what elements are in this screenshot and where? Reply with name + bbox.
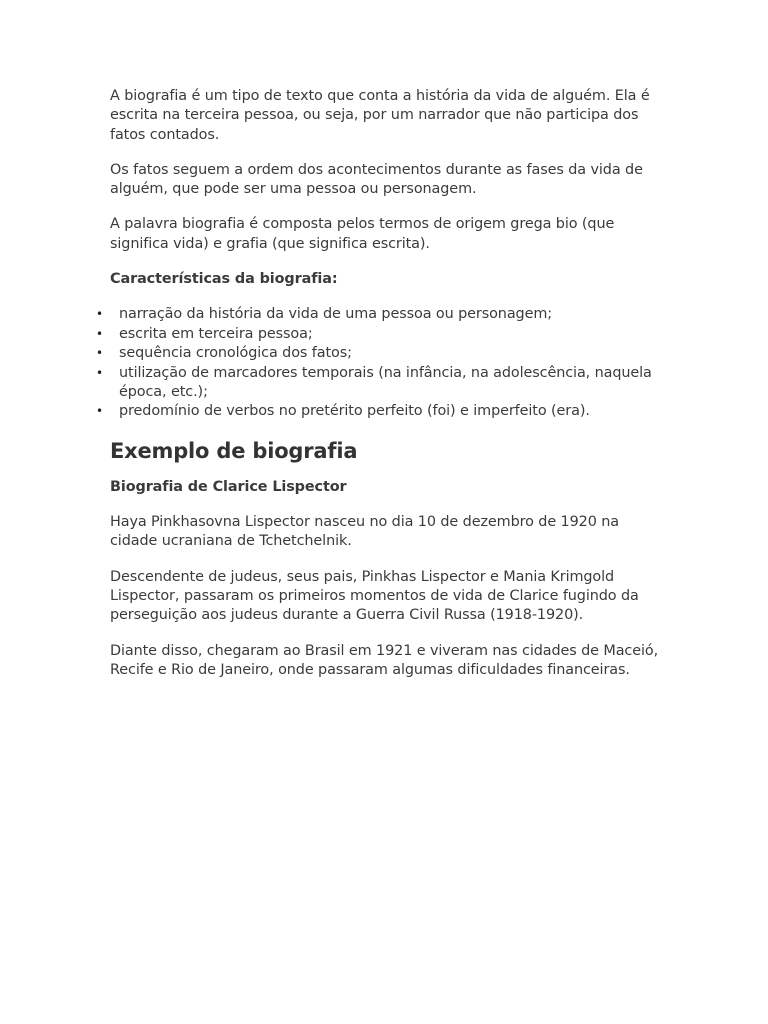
list-item-text: utilização de marcadores temporais (na infância, na adolescência, naquela época, etc.); xyxy=(119,364,652,400)
example-paragraph-3: Diante disso, chegaram ao Brasil em 1921 e viveram nas cidades de Maceió, Recife e Rio de Janeiro, onde passaram algumas dificuldades financeiras. xyxy=(110,642,659,678)
list-item xyxy=(96,325,660,344)
bullet-icon: • xyxy=(96,404,103,419)
intro-paragraph-2: Os fatos seguem a ordem dos acontecimentos durante as fases da vida de alguém, que pode ser uma pessoa ou personagem. xyxy=(110,161,643,198)
bullet-icon: • xyxy=(96,307,103,322)
bullet-icon: • xyxy=(96,365,103,380)
list-item-text: narração da história da vida de uma pessoa ou personagem; xyxy=(119,306,552,323)
list-item-text: sequência cronológica dos fatos; xyxy=(119,345,352,362)
intro-paragraph-3: A palavra biografia é composta pelos termos de origem grega bio (que significa vida) e grafia (que significa escrita). xyxy=(110,216,615,252)
document-body xyxy=(96,87,660,696)
list-item xyxy=(96,402,660,421)
characteristics-list xyxy=(96,305,660,421)
characteristics-heading: Características da biografia: xyxy=(110,271,338,288)
list-item-text: predomínio de verbos no pretérito perfeito (foi) e imperfeito (era). xyxy=(119,403,590,420)
bullet-icon: • xyxy=(96,346,103,361)
example-paragraph-2: Descendente de judeus, seus pais, Pinkhas Lispector e Mania Krimgold Lispector, passaram os primeiros momentos de vida de Clarice fugindo da perseguição aos judeus durante a Guerra Civil Russa (1918-1920). xyxy=(110,568,639,624)
list-item xyxy=(96,305,660,324)
intro-paragraph-1: A biografia é um tipo de texto que conta a história da vida de alguém. Ela é escrita na terceira pessoa, ou seja, por um narrador que não participa dos fatos contados. xyxy=(110,88,650,143)
example-paragraph-1: Haya Pinkhasovna Lispector nasceu no dia 10 de dezembro de 1920 na cidade ucraniana de Tchetchelnik. xyxy=(110,514,619,550)
bullet-icon: • xyxy=(96,326,103,341)
list-item xyxy=(96,364,660,403)
example-subtitle: Biografia de Clarice Lispector xyxy=(110,478,347,495)
example-heading: Exemplo de biografia xyxy=(110,438,358,463)
list-item-text: escrita em terceira pessoa; xyxy=(119,325,313,342)
list-item xyxy=(96,344,660,363)
